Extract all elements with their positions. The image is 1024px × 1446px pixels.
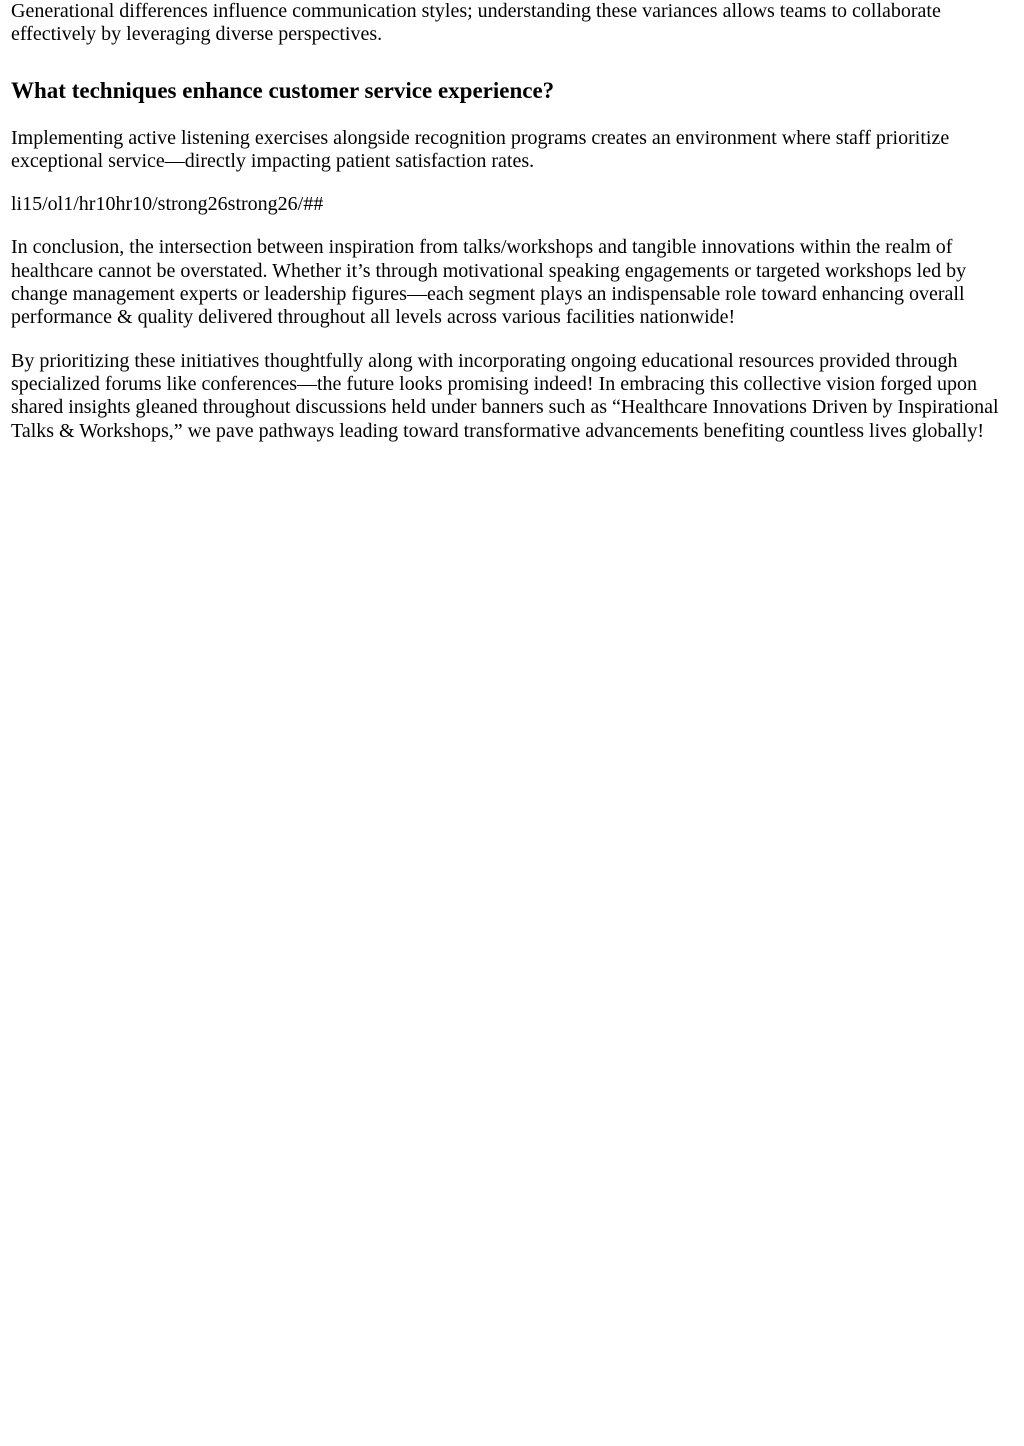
heading-customer-service: What techniques enhance customer service experience? [11, 77, 555, 103]
paragraph-customer-service: Implementing active listening exercises alongside recognition programs creates an environment where staff prioritize exceptional service—directly impacting patient satisfaction rates. [11, 126, 950, 172]
paragraph-conclusion: In conclusion, the intersection between inspiration from talks/workshops and tangible innovations within the realm of healthcare cannot be overstated. Whether it’s through motivational speaking engagements or targeted workshops led by change management experts or leadership figures—each segment plays an indispensable role toward enhancing overall performance & quality delivered throughout all levels across various facilities nationwide! [11, 236, 967, 329]
markup-artifact-text: li15/ol1/hr10hr10/strong26strong26/## [11, 193, 324, 216]
paragraph-generational-differences: Generational differences influence communication styles; understanding these variances allows teams to collaborate effectively by leveraging diverse perspectives. [11, 0, 941, 46]
article-body [0, 0, 1024, 443]
paragraph-closing: By prioritizing these initiatives thoughtfully along with incorporating ongoing educational resources provided through specialized forums like conferences—the future looks promising indeed! In embracing this collective vision forged upon shared insights gleaned throughout discussions held under banners such as “Healthcare Innovations Driven by Inspirational Talks & Workshops,” we pave pathways leading toward transformative advancements benefiting countless lives globally! [11, 349, 999, 442]
